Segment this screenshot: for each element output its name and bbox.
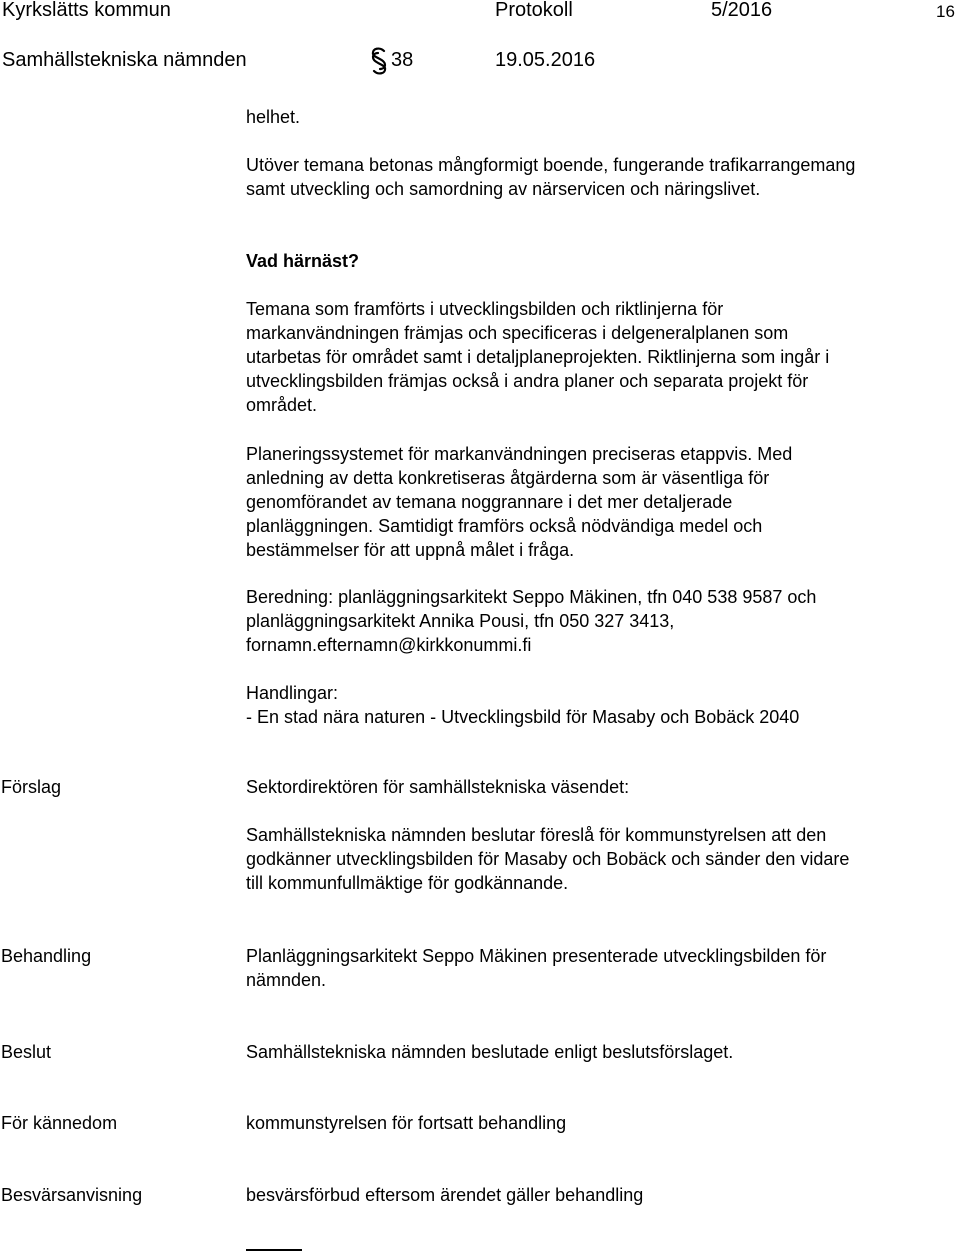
committee-name: Samhällstekniska nämnden <box>2 49 247 71</box>
text-line: Planeringssystemet för markanvändningen preciseras etappvis. Med <box>246 444 793 464</box>
label-forslag: Förslag <box>1 777 62 797</box>
text-line: anledning av detta konkretiseras åtgärderna som är väsentliga för <box>246 468 770 488</box>
label-for-kannedom: För kännedom <box>1 1113 118 1133</box>
text-line: Samhällstekniska nämnden beslutar föreslå för kommunstyrelsen att den <box>246 825 827 845</box>
text-line: markanvändningen främjas och specificeras i delgeneralplanen som <box>246 323 789 343</box>
text-line: Beredning: planläggningsarkitekt Seppo Mäkinen, tfn 040 538 9587 och <box>246 587 817 607</box>
text-line: nämnden. <box>246 970 327 990</box>
text-line: besvärsförbud eftersom ärendet gäller behandling <box>246 1185 644 1205</box>
forslag-intro <box>246 775 629 799</box>
beslut-text <box>246 1040 733 1064</box>
text-line: till kommunfullmäktige för godkännande. <box>246 873 569 893</box>
end-rule <box>246 1249 302 1251</box>
for-kannedom-text <box>246 1111 566 1135</box>
forslag-text <box>246 823 849 895</box>
heading-text: Vad härnäst? <box>246 251 360 271</box>
email-address: fornamn.efternamn@kirkkonummi.fi <box>246 635 532 655</box>
text-line: planläggningen. Samtidigt framförs också nödvändiga medel och <box>246 516 763 536</box>
text-line: Planläggningsarkitekt Seppo Mäkinen presenterade utvecklingsbilden för <box>246 946 827 966</box>
meeting-date: 19.05.2016 <box>495 49 596 71</box>
text-line: utvecklingsbilden främjas också i andra planer och separata projekt för <box>246 371 809 391</box>
text-line: kommunstyrelsen för fortsatt behandling <box>246 1113 567 1133</box>
paragraph-preparation <box>246 585 816 657</box>
text-line: genomförandet av temana noggrannare i det mer detaljerade <box>246 492 733 512</box>
label-besvarsanvisning: Besvärsanvisning <box>1 1185 143 1205</box>
municipality-name: Kyrkslätts kommun <box>2 0 171 21</box>
paragraph-themes <box>246 153 855 201</box>
behandling-text <box>246 944 826 992</box>
text-line: Samhällstekniska nämnden beslutade enligt beslutsförslaget. <box>246 1042 734 1062</box>
text-line: Utöver temana betonas mångformigt boende, fungerande trafikarrangemang <box>246 155 856 175</box>
text-line: området. <box>246 395 318 415</box>
section-heading <box>246 249 359 273</box>
text-line: bestämmelser för att uppnå målet i fråga. <box>246 540 575 560</box>
intro-tail <box>246 105 300 129</box>
text-line: helhet. <box>246 107 301 127</box>
paragraph-number: 38 <box>391 49 414 71</box>
text-line: planläggningsarkitekt Annika Pousi, tfn 050 327 3413, <box>246 611 675 631</box>
text-line: - En stad nära naturen - Utvecklingsbild för Masaby och Bobäck 2040 <box>246 707 800 727</box>
text-line: godkänner utvecklingsbilden för Masaby och Bobäck och sänder den vidare <box>246 849 850 869</box>
paragraph-planning-system <box>246 442 792 562</box>
text-line: utarbetas för området samt i detaljplaneprojekten. Riktlinjerna som ingår i <box>246 347 830 367</box>
text-line: Temana som framförts i utvecklingsbilden och riktlinjerna för <box>246 299 724 319</box>
text-line: samt utveckling och samordning av närservicen och näringslivet. <box>246 179 761 199</box>
document-type: Protokoll <box>495 0 573 21</box>
besvarsanvisning-text <box>246 1183 643 1207</box>
page-number: 16 <box>936 2 955 21</box>
paragraph-documents <box>246 681 799 729</box>
label-behandling: Behandling <box>1 946 92 966</box>
text-line: Sektordirektören för samhällstekniska väsendet: <box>246 777 630 797</box>
section-sign-icon <box>364 46 394 76</box>
text-line: Handlingar: <box>246 683 339 703</box>
document-number: 5/2016 <box>711 0 773 21</box>
paragraph-next-steps <box>246 297 829 417</box>
label-beslut: Beslut <box>1 1042 52 1062</box>
